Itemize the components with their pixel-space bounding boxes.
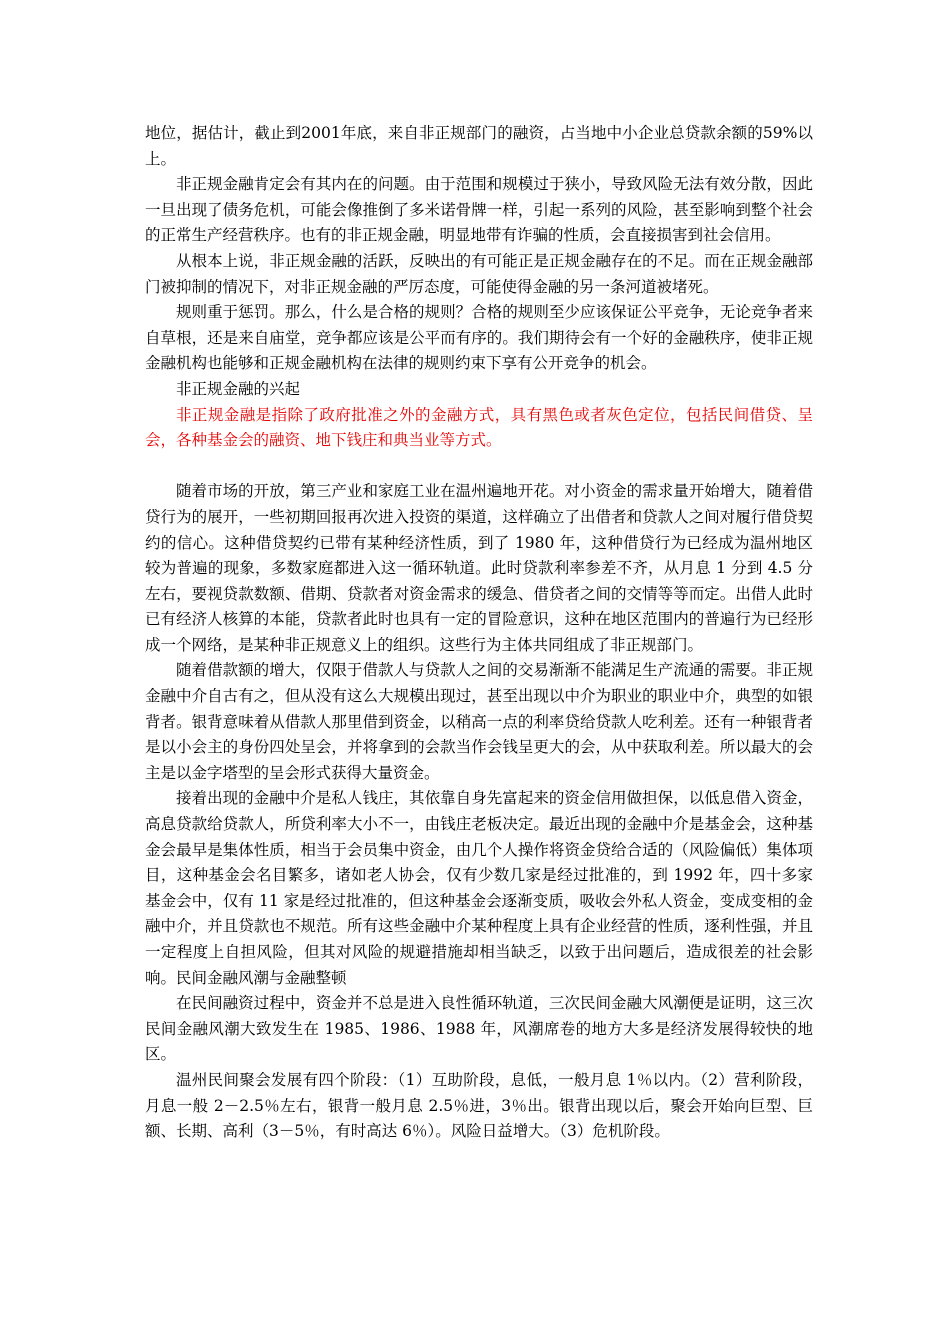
paragraph-four-stages: 温州民间聚会发展有四个阶段：（1）互助阶段，息低，一般月息 1％以内。（2）营利阶段，月息一般 2－2.5％左右，银背一般月息 2.5％进，3％出。银背出现以后，聚会开始向巨型、巨额、长期、高利（3－5％，有时高达 6％）。风险日益增大。（3）危机阶段。 [145, 1070, 813, 1141]
document-page [145, 121, 813, 1145]
section-heading: 非正规金融的兴起 [176, 379, 301, 398]
paragraph-fundamentals: 从根本上说，非正规金融的活跃，反映出的有可能正是正规金融存在的不足。而在正规金融部门被抑制的情况下，对非正规金融的严厉态度，可能使得金融的另一条河道被堵死。 [145, 251, 813, 296]
paragraph-financial-storms: 在民间融资过程中，资金并不总是进入良性循环轨道，三次民间金融大风潮便是证明，这三次民间金融风潮大致发生在 1985、1986、1988 年，风潮席卷的地方大多是经济发展得较快的地区。 [145, 994, 813, 1064]
paragraph-problems: 非正规金融肯定会有其内在的问题。由于范围和规模过于狭小，导致风险无法有效分散，因此一旦出现了债务危机，可能会像推倒了多米诺骨牌一样，引起一系列的风险，甚至影响到整个社会的正常生产经营秩序。也有的非正规金融，明显地带有诈骗的性质，会直接损害到社会信用。 [145, 175, 813, 245]
paragraph-rules: 规则重于惩罚。那么，什么是合格的规则？合格的规则至少应该保证公平竞争，无论竞争者来自草根，还是来自庙堂，竞争都应该是公平而有序的。我们期待会有一个好的金融秩序，使非正规金融机构也能够和正规金融机构在法律的规则约束下享有公开竞争的机会。 [145, 303, 813, 373]
paragraph-private-banks: 接着出现的金融中介是私人钱庄，其依靠自身先富起来的资金信用做担保，以低息借入资金，高息贷款给贷款人，所贷利率大小不一，由钱庄老板决定。最近出现的金融中介是基金会，这种基金会最早是集体性质，相当于会员集中资金，由几个人操作将资金贷给合适的（风险偏低）集体项目，这种基金会名目繁多，诸如老人协会，仅有少数几家是经过批准的，到 1992 年，四十多家基金会中，仅有 11 家是经过批准的，但这种基金会逐渐变质，吸收会外私人资金，变成变相的金融中介，并且贷款也不规范。所有这些金融中介某种程度上具有企业经营的性质，逐利性强，并且一定程度上自担风险，但其对风险的规避措施却相当缺乏，以致于出问题后，造成很差的社会影响。民间金融风潮与金融整顿 [145, 789, 813, 987]
definition-highlight: 非正规金融是指除了政府批准之外的金融方式，具有黑色或者灰色定位，包括民间借贷、呈会，各种基金会的融资、地下钱庄和典当业等方式。 [145, 405, 813, 450]
paragraph-intermediaries: 随着借款额的增大，仅限于借款人与贷款人之间的交易渐渐不能满足生产流通的需要。非正规金融中介自古有之，但从没有这么大规模出现过，甚至出现以中介为职业的职业中介，典型的如银背者。银背意味着从借款人那里借到资金，以稍高一点的利率贷给贷款人吃利差。还有一种银背者是以小会主的身份四处呈会，并将拿到的会款当作会钱呈更大的会，从中获取利差。所以最大的会主是以金字塔型的呈会形式获得大量资金。 [145, 661, 813, 782]
paragraph-continuation: 地位，据估计，截止到2001年底，来自非正规部门的融资，占当地中小企业总贷款余额的59%以上。 [145, 124, 813, 168]
paragraph-market-opening: 随着市场的开放，第三产业和家庭工业在温州遍地开花。对小资金的需求量开始增大，随着借贷行为的展开，一些初期回报再次进入投资的渠道，这样确立了出借者和贷款人之间对履行借贷契约的信心。这种借贷契约已带有某种经济性质，到了 1980 年，这种借贷行为已经成为温州地区较为普遍的现象，多数家庭都进入这一循环轨道。此时贷款利率参差不齐，从月息 1 分到 4.5 分左右，要视贷款数额、借期、贷款者对资金需求的缓急、借贷者之间的交情等等而定。出借人此时已有经济人核算的本能，贷款者此时也具有一定的冒险意识，这种在地区范围内的普遍行为已经形成一个网络，是某种非正规意义上的组织。这些行为主体共同组成了非正规部门。 [145, 482, 813, 654]
blank-line [145, 454, 813, 480]
